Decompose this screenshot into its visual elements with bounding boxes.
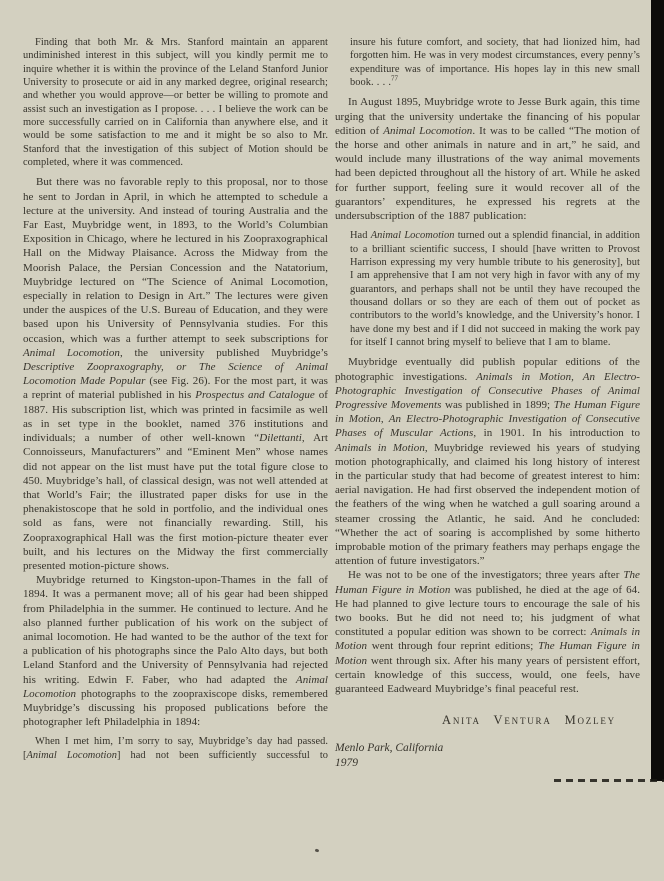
paragraph: [23, 573, 328, 729]
text-run: ] had not been sufficiently successful to: [116, 749, 328, 761]
binding-edge: [651, 0, 664, 781]
text-run: photographs to the zoopraxiscope disks, remembered Muybridge’s discussing his proposed publications before the photographer left Philadelphia in 1894:: [23, 687, 328, 729]
page-edge-artifact: [554, 779, 664, 782]
italic-text: Animal Locomotion: [370, 230, 455, 242]
italic-text: The Human Figure in Motion: [335, 640, 640, 667]
text-run: Finding that both Mr. & Mrs. Stanford maintain an apparent undiminished interest in this subject, will you kindly permit me to inquire whether it is within the province of the Leland Stanford Junior University to prosecute or aid in any marked degree, original research; and whether you would approve—or better be willing to promote and assist such an investigation as I propose. . . . I believe the work can be more successfully carried on in California than anywhere else, and it would be some satisfaction to me and it might be so also to Mr. Stanford that the investigation of this subject of Motion should be completed, where it was commenced.: [23, 37, 328, 169]
text-run: Had: [350, 230, 371, 242]
footnote-marker: 77: [391, 74, 399, 83]
text-columns: [23, 30, 640, 771]
colophon-line: Menlo Park, California: [335, 742, 444, 755]
text-run: of 1887. His subscription list, which was printed in facsimile as well as in set type in the booklet, named 376 institutions and individuals; a number of other well-known “: [23, 389, 328, 445]
colophon: [335, 741, 640, 771]
author-signature: [335, 713, 640, 728]
italic-text: Prospectus and Catalogue: [195, 389, 315, 402]
italic-text: Descriptive Zoopraxography, or The Science of Animal Locomotion Made Popular: [23, 361, 328, 388]
text-run: turned out a splendid financial, in addition to a brilliant scientific success, I should [have written to Provost Harrison expressing my very humble tribute to his generosity], but I am apprehensive that I am not very high in favor with any of my guarantors, and perhaps shall not be until they have recouped the thousand dollars or so they are each of them out of pocket as contributors to the world’s knowledge, and the University’s honor. I have done my best and if I did not succeed in making the work pay for itself I cannot bring myself to believe that I am to blame.: [350, 230, 640, 348]
text-run: , in 1901. In his introduction to: [473, 427, 640, 440]
italic-text: Dilettanti,: [259, 432, 305, 445]
colophon-line: 1979: [335, 757, 358, 770]
block-quote: [350, 36, 640, 89]
left-column: [23, 30, 328, 771]
italic-text: Animal Locomotion: [23, 346, 120, 359]
text-run: was published in 1899;: [441, 398, 554, 411]
italic-text: The Human Figure in Motion, An Electro-Photographic Investigation of Consecutive Phases of Muscular Actions: [335, 398, 640, 440]
italic-text: The Human Figure in Motion: [335, 569, 640, 596]
text-run: was published, he died at the age of 64. He had planned to give lecture tours to encourage the sale of his two books. But he did not need to; his judgment of what constituted a popular edition was shown to be correct:: [335, 583, 640, 639]
text-run: Muybridge returned to Kingston-upon-Thames in the fall of 1894. It was a permanent move; all of his gear had been shipped from Philadelphia in the summer. He continued to lecture. And he also planned further publication of his work on the subject of animal locomotion. He had wanted to be the author of the text for a publication of his photographs since the Palo Alto days, but both Leland Stanford and the University of Pennsylvania had rejected his writing. Edwin F. Faber, who had adapted the: [23, 574, 328, 686]
text-run: Art Connoisseurs, Manufacturers” and “Eminent Men” whose names did not appear on the list must have put the total figure close to 450. Muybridge’s hall, of classical design, was not well attended at that World’s Fair; the illustrated paper disks for use in the phenakistoscope that he sold in portfolio, and the individual ones sold as fans, were not financially rewarding. Still, his Zoopraxographical Hall was the first motion-picture theater ever built, and his lectures on the Midway the first commercially presented motion-picture shows.: [23, 432, 328, 572]
text-run: Muybridge eventually did publish popular editions of the photographic investigations.: [335, 356, 640, 383]
text-run: (see Fig. 26). For the most part, it was a reprint of material published in his: [23, 375, 328, 402]
text-run: went through six. After his many years of persistent effort, certain knowledge of this success, would, one feels, have guaranteed Eadweard Muybridge’s final peaceful rest.: [335, 654, 640, 695]
text-run: In August 1895, Muybridge wrote to Jesse Burk again, this time urging that the university undertake the financing of his popular edition of: [335, 96, 640, 137]
paragraph: [335, 355, 640, 568]
paragraph: [335, 568, 640, 696]
block-quote: [23, 735, 328, 762]
italic-text: Animal Locomotion: [23, 673, 328, 700]
right-column: [335, 30, 640, 771]
text-run: Anita Ventura Mozley: [442, 713, 616, 728]
italic-text: Animals in Motion: [335, 441, 425, 454]
text-run: But there was no favorable reply to this proposal, nor to those he sent to Jordan in April, in which he attempted to schedule a lecture at the university. And instead of touring Australia and the Far East, Muybridge went, in 1893, to the World’s Columbian Exposition in Chicago, where he lectured in his Zoopraxographical Hall on the Midway Plaisance. Across the Midway from the Moorish Palace, the Persian Concession and the Natatorium, Muybridge lectured on “The Science of Animal Locomotion, especially in relation to Design in Art.” The lectures were given under the auspices of the U.S. Bureau of Education, and they were based upon his University of Pennsylvania studies. For this occasion, which was a further attempt to seek subscriptions for: [23, 176, 328, 345]
text-run: When I met him, I’m sorry to say, Muybridge’s day had passed. [: [23, 736, 328, 761]
text-run: . It was to be called “The motion of the horse and other animals in nature and in art,” he said, and would include many illustrations of the way animal movements had been depicted throughout all the history of art. While he asked for further support, feeling sure it would recover all of the guarantors’ expenditures, he expressed his regrets at the undersubscription of the 1887 publication:: [335, 124, 640, 222]
italic-text: Animal Locomotion: [26, 749, 117, 761]
text-run: went through four reprint editions;: [367, 640, 539, 653]
text-run: , the university published Muybridge’s: [119, 346, 328, 359]
italic-text: Animal Locomotion: [383, 124, 473, 137]
text-run: He was not to be one of the investigators; three years after: [348, 569, 624, 582]
block-quote: [350, 229, 640, 349]
paragraph: [23, 175, 328, 573]
paragraph: [335, 95, 640, 223]
italic-text: Animals in Motion, An Electro-Photographic Investigation of Consecutive Phases of Animal Progressive Movements: [335, 370, 640, 411]
block-quote: [23, 36, 328, 169]
italic-text: Animals in Motion: [335, 626, 640, 653]
text-run: , Muybridge reviewed his years of studying motion photographically, and claimed his long history of interest in the particular study that had become of greatest interest to him: aerial navigation. He had first observed the independent motion of the feathers of the wing when he watched a gull soaring around a steamer crossing the Atlantic, he said. And he concluded: “Whether the act of soaring is accomplished by some hitherto improbable motion of the primary feathers may perhaps engage the attention of future investigators.”: [335, 441, 640, 568]
text-run: insure his future comfort, and society, that had lionized him, had forgotten him. He was in very modest circumstances, every penny’s expenditure was of importance. His hopes lay in this new small book. . . .: [350, 37, 640, 89]
